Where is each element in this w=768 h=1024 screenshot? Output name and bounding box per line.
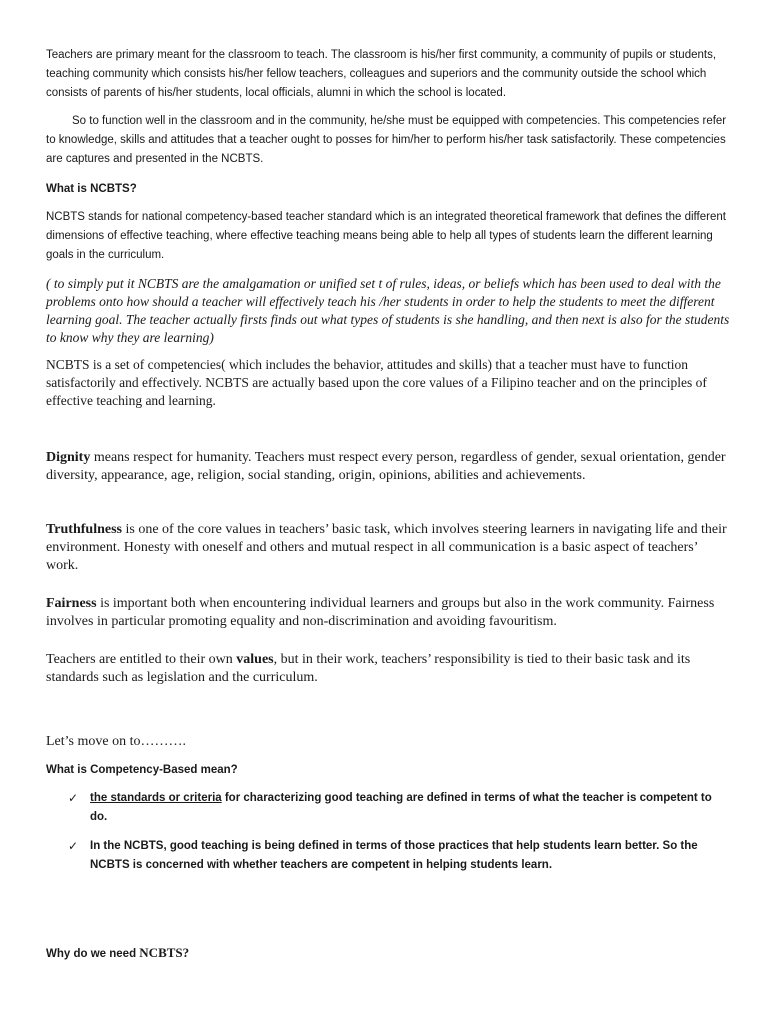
link-standards-criteria: the standards or criteria bbox=[90, 792, 222, 804]
why-ncbts: NCBTS? bbox=[139, 945, 190, 960]
bullet1-rest: for characterizing good teaching are defined in terms of what the teacher is competent to do. bbox=[90, 792, 712, 823]
truthfulness-text: is one of the core values in teachers’ basic task, which involves steering learners in navigating life and their environment. Honesty with oneself and others and mutual respect in all communication is a basic aspect of teachers’ work. bbox=[46, 522, 727, 573]
paragraph-dignity bbox=[46, 449, 732, 485]
why-pre: Why do we need bbox=[46, 948, 140, 960]
paragraph-ncbts-set: NCBTS is a set of competencies( which includes the behavior, attitudes and skills) that a teacher must have to function satisfactorily and effectively. NCBTS are actually based upon the core values of a Filipino teacher and on the principles of effective teaching and learning. bbox=[46, 357, 707, 408]
lets-move-on-text: Let’s move on to………. bbox=[46, 734, 186, 749]
paragraph-italic-note: ( to simply put it NCBTS are the amalgamation or unified set t of rules, ideas, or beliefs which has been used to deal with the problems onto how should a teacher will effectively teach his /her students in order to help the students to meet the different learning goal. The teacher actually firsts finds out what types of students is she handling, and then next is also for the students to know why they are learning) bbox=[46, 276, 730, 345]
list-item bbox=[68, 789, 732, 829]
dignity-text: means respect for humanity. Teachers must respect every person, regardless of gender, sexual orientation, gender diversity, appearance, age, religion, social standing, origin, opinions, abilities and achievements. bbox=[46, 450, 726, 483]
paragraph-truthfulness bbox=[46, 521, 732, 575]
values-pre: Teachers are entitled to their own bbox=[46, 652, 237, 667]
values-post: , but in their work, teachers’ responsibility is tied to their basic task and its standards such as legislation and the curriculum. bbox=[46, 652, 691, 685]
paragraph-intro: Teachers are primary meant for the classroom to teach. The classroom is his/her first community, a community of pupils or students, teaching community which consists his/her fellow teachers, colleagues and superiors and the community outside the school which consists of parents of his/her students, local officials, alumni in which the school is located. bbox=[46, 49, 717, 99]
fairness-text: is important both when encountering individual learners and groups but also in the work community. Fairness involves in particular promoting equality and non-discrimination and avoiding favouritism. bbox=[46, 596, 715, 629]
bullet-text-ncbts: In the NCBTS, good teaching is being defined in terms of those practices that help students learn better. So the NCBTS is concerned with whether teachers are competent in helping students learn. bbox=[90, 840, 698, 871]
term-values: values bbox=[236, 652, 274, 667]
heading-why-ncbts bbox=[46, 944, 732, 964]
list-item bbox=[68, 837, 732, 877]
paragraph-values bbox=[46, 651, 732, 687]
paragraph-ncbts-definition: NCBTS stands for national competency-based teacher standard which is an integrated theoretical framework that defines the different dimensions of effective teaching, where effective teaching means being able to help all types of students learn the different learning goals in the curriculum. bbox=[46, 211, 726, 261]
term-truthfulness: Truthfulness bbox=[46, 522, 122, 537]
term-dignity: Dignity bbox=[46, 450, 91, 465]
check-icon: ✓ bbox=[68, 791, 79, 805]
term-fairness: Fairness bbox=[46, 596, 97, 611]
heading-what-is-ncbts: What is NCBTS? bbox=[46, 183, 137, 195]
heading-competency-based: What is Competency-Based mean? bbox=[46, 764, 238, 776]
paragraph-fairness bbox=[46, 595, 732, 631]
paragraph-competencies: So to function well in the classroom and in the community, he/she must be equipped with competencies. This competencies refer to knowledge, skills and attitudes that a teacher ought to posses for him/her to perform his/her task satisfactorily. These competencies are captures and presented in the NCBTS. bbox=[46, 115, 727, 165]
bullet-text-standards bbox=[90, 789, 730, 827]
check-icon: ✓ bbox=[68, 839, 79, 853]
